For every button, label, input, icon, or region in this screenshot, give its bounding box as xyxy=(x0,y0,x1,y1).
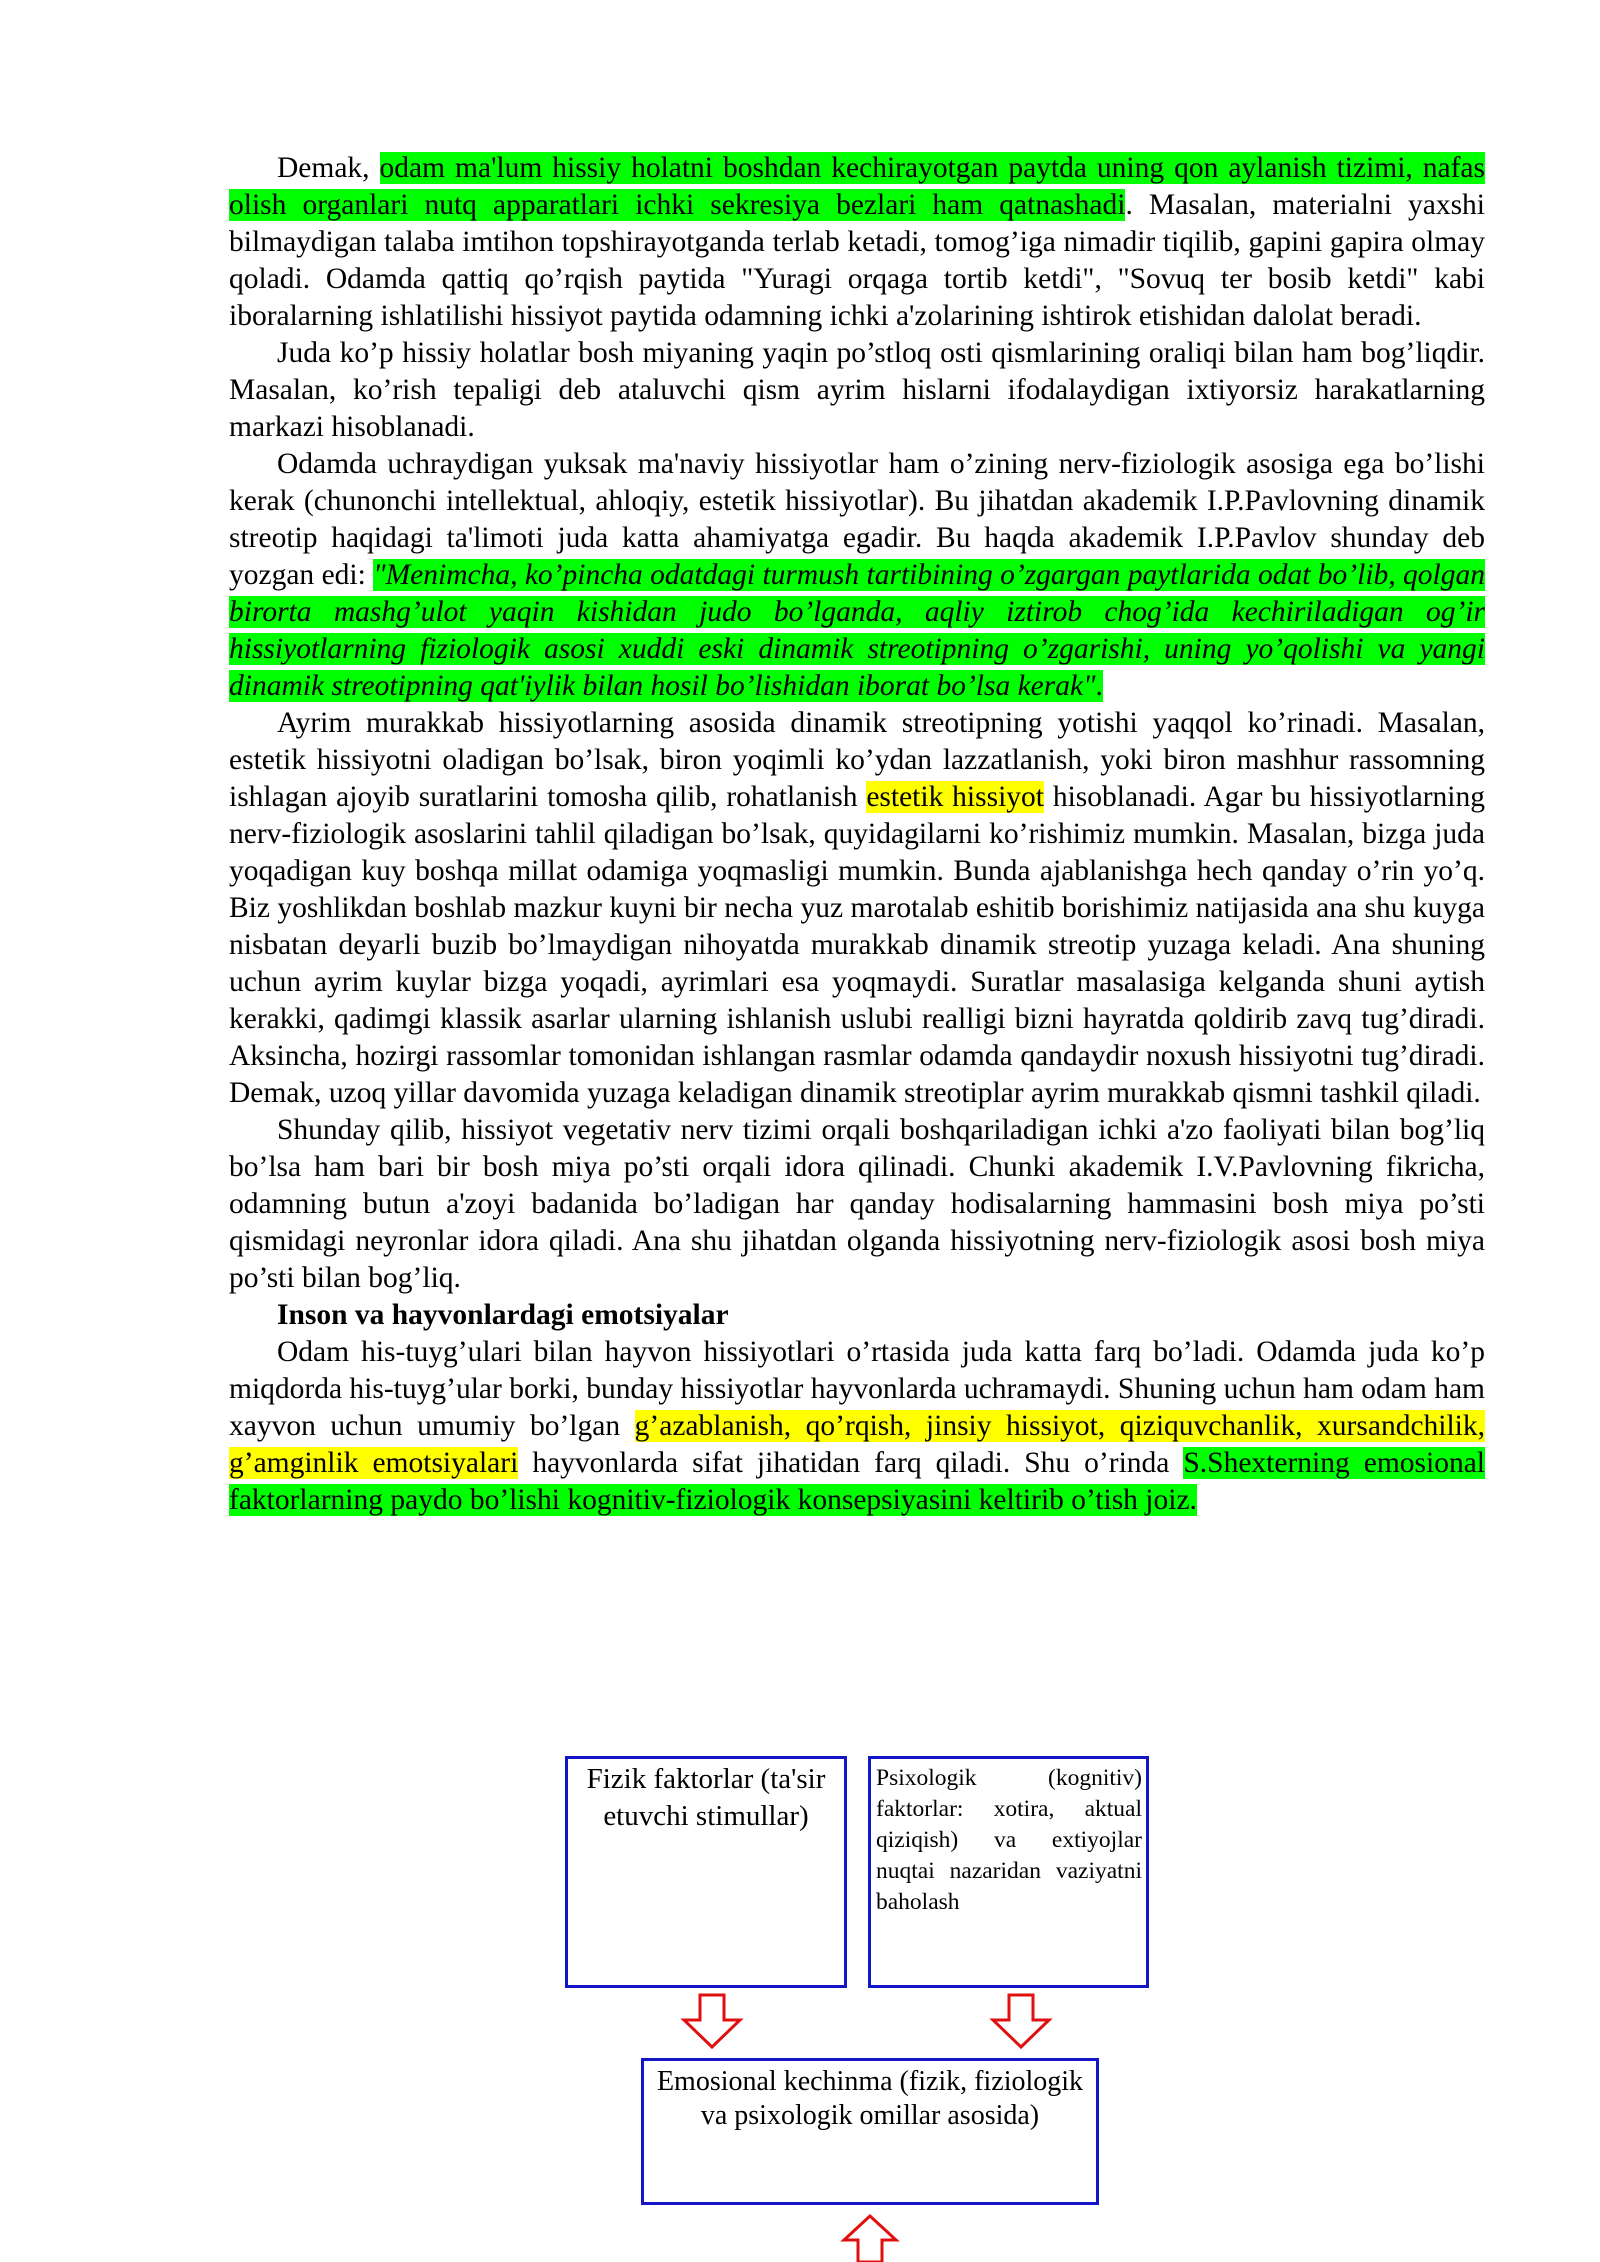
paragraph-6-middle: hayvonlarda sifat jihatidan farq qiladi. Shu o’rinda xyxy=(518,1447,1184,1479)
section-heading: Inson va hayvonlardagi emotsiyalar xyxy=(277,1299,729,1331)
body-text xyxy=(229,150,1485,1519)
quote-period: . xyxy=(1095,670,1103,702)
paragraph-4 xyxy=(229,705,1485,1112)
paragraph-1-rest: . Masalan, materialni yaxshi bilmaydigan talaba imtihon topshirayotganda terlab ketadi, tomog’iga nimadir tiqilib, gapini gapira olmay qoladi. Odamda qattiq qo’rqish paytida "Yuragi orqaga tortib ketdi", "Sovuq ter bosib ketdi" kabi iboralarning ishlatilishi hissiyot paytida odamning ichki a'zolarining ishtirok etishidan dalolat beradi. xyxy=(229,189,1486,332)
physical-factors-box xyxy=(565,1756,847,1988)
physical-factors-label: Fizik faktorlar (ta'sir etuvchi stimullar) xyxy=(586,1763,826,1832)
paragraph-4-lead: Ayrim murakkab hissiyotlarning asosida dinamik streotipning yotishi yaqqol ko’rinadi. Masalan, estetik hissiyotni oladigan bo’lsak, biron yoqimli ko’ydan lazzatlanish, yoki biron mashhur rassomning ishlagan ajoyib suratlarini tomosha qilib, rohatlanish xyxy=(229,707,1485,813)
cognitive-factors-box xyxy=(868,1756,1149,1988)
paragraph-1 xyxy=(229,150,1485,335)
cognitive-factors-label: Psixologik (kognitiv) faktorlar: xotira, aktual qiziqish) va extiyojlar nuqtai nazaridan vaziyatni baholash xyxy=(876,1765,1142,1915)
paragraph-6-lead: Odam his-tuyg’ulari bilan hayvon hissiyotlari o’rtasida juda katta farq bo’ladi. Odamda juda ko’p miqdorda his-tuyg’ular borki, bunday hissiyotlar hayvonlarda uchramaydi. Shuning uchun ham odam ham xayvon uchun umumiy bo’lgan xyxy=(229,1336,1485,1442)
paragraph-2: Juda ko’p hissiy holatlar bosh miyaning yaqin po’stloq osti qismlarining oraliqi bilan ham bog’liqdir. Masalan, ko’rish tepaligi deb ataluvchi qism ayrim hislarni ifodalaydigan ixtiyorsiz harakatlarning markazi hisoblanadi. xyxy=(229,337,1485,443)
up-arrow-bottom-icon xyxy=(844,2216,896,2262)
paragraph-5: Shunday qilib, hissiyot vegetativ nerv tizimi orqali boshqariladigan ichki a'zo faoliyati bilan bog’liq bo’lsa ham bari bir bosh miya po’sti orqali idora qilinadi. Chunki akademik I.V.Pavlovning fikricha, odamning butun a'zoyi badanida bo’ladigan har qanday hodisalarning hammasini bosh miya po’sti qismidagi neyronlar idora qiladi. Ana shu jihatdan olganda hissiyotning nerv-fiziologik asosi bosh miya po’sti bilan bog’liq. xyxy=(229,1114,1485,1294)
emotional-experience-label: Emosional kechinma (fizik, fiziologik va psixologik omillar asosida) xyxy=(656,2066,1084,2131)
pavlov-quote: "Menimcha, ko’pincha odatdagi turmush tartibining o’zgargan paytlarida odat bo’lib, qolgan birorta mashg’ulot yaqin kishidan judo bo’lganda, aqliy iztirob chog’ida kechiriladigan og’ir hissiyotlarning fiziologik asosi xuddi eski dinamik streotipning o’zgarishi, uning yo’qolishi va yangi dinamik streotipning qat'iylik bilan hosil bo’lishidan iborat bo’lsa kerak" xyxy=(229,559,1485,702)
paragraph-1-lead: Demak, xyxy=(277,152,380,184)
paragraph-6-highlight-green: S.Shexterning emosional faktorlarning paydo bo’lishi kognitiv-fiziologik konsepsiyasini keltirib o’tish joiz. xyxy=(229,1447,1485,1516)
paragraph-4-rest: hisoblanadi. Agar bu hissiyotlarning nerv-fiziologik asoslarini tahlil qiladigan bo’lsak, quyidagilarni ko’rishimiz mumkin. Masalan, bizga juda yoqadigan kuy boshqa millat odamiga yoqmasligi mumkin. Bunda ajablanishga hech qanday o’rin yo’q. Biz yoshlikdan boshlab mazkur kuyni bir necha yuz marotalab eshitib borishimiz natijasida ana shu kuyga nisbatan deyarli buzib bo’lmaydigan nihoyatda murakkab dinamik streotip yuzaga keladi. Ana shuning uchun ayrim kuylar bizga yoqadi, ayrimlari esa yoqmaydi. Suratlar masalasiga kelganda shuni aytish kerakki, qadimgi klassik asarlar ularning ishlanish uslubi realligi bizni hayratda qoldirib zavq tug’diradi. Aksincha, hozirgi rassomlar tomonidan ishlangan rasmlar odamda qandaydir noxush hissiyotni tug’diradi. Demak, uzoq yillar davomida yuzaga keladigan dinamik streotiplar ayrim murakkab qismni tashkil qiladi. xyxy=(229,781,1485,1109)
paragraph-6 xyxy=(229,1334,1485,1519)
down-arrow-left-icon xyxy=(684,1995,740,2047)
paragraph-1-highlight: odam ma'lum hissiy holatni boshdan kechirayotgan paytda uning qon aylanish tizimi, nafas olish organlari nutq apparatlari ichki sekresiya bezlari ham qatnashadi xyxy=(229,152,1485,221)
paragraph-3 xyxy=(229,446,1485,705)
paragraph-4-highlight: estetik hissiyot xyxy=(866,781,1044,813)
paragraph-6-highlight-yellow: g’azablanish, qo’rqish, jinsiy hissiyot, qiziquvchanlik, xursandchilik, g’amginlik emotsiyalari xyxy=(229,1410,1486,1479)
paragraph-3-lead: Odamda uchraydigan yuksak ma'naviy hissiyotlar ham o’zining nerv-fiziologik asosiga ega bo’lishi kerak (chunonchi intellektual, ahloqiy, estetik hissiyotlar). Bu jihatdan akademik I.P.Pavlovning dinamik streotip haqidagi ta'limoti juda katta ahamiyatga egadir. Bu haqda akademik I.P.Pavlov shunday deb yozgan edi: xyxy=(229,448,1485,591)
down-arrow-right-icon xyxy=(993,1995,1049,2047)
emotional-experience-box xyxy=(641,2058,1099,2205)
